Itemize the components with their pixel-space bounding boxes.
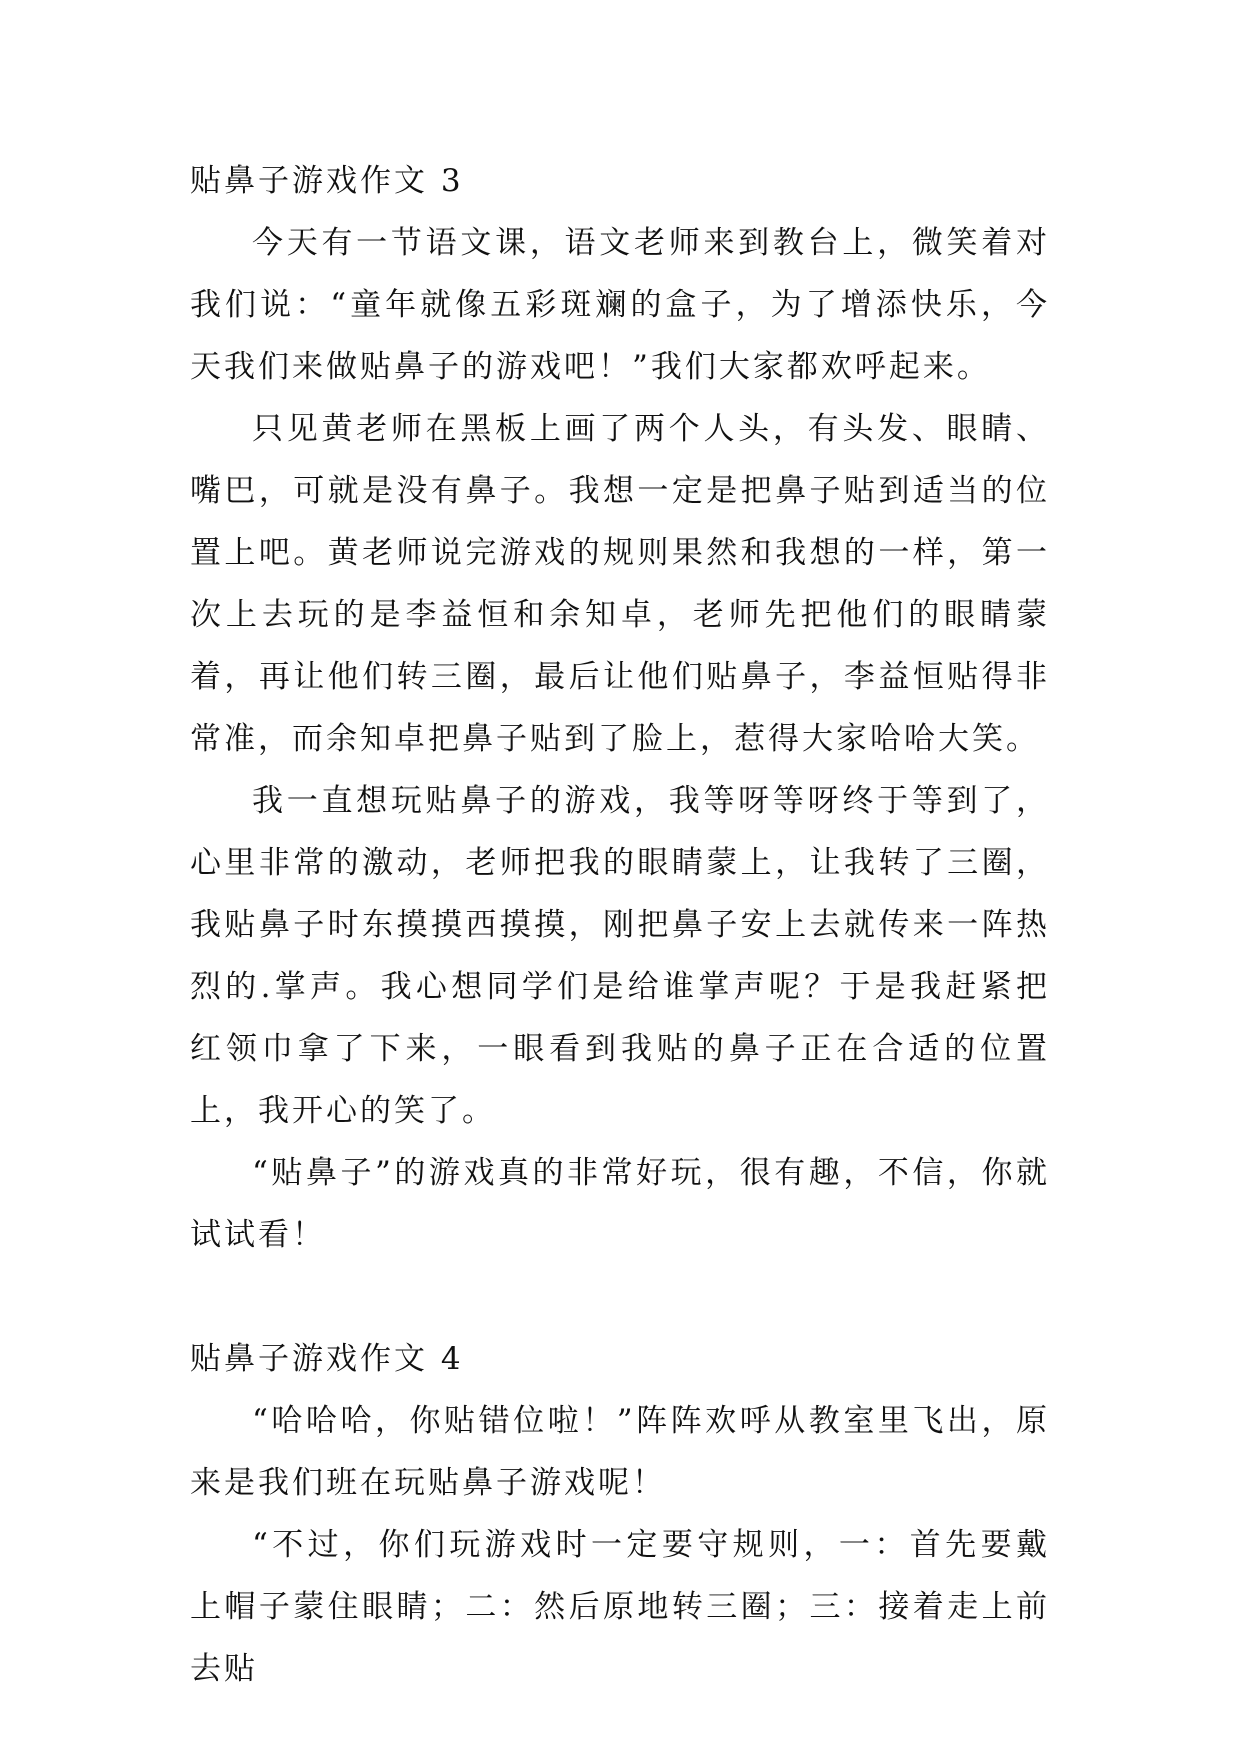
paragraph: 我一直想玩贴鼻子的游戏，我等呀等呀终于等到了，心里非常的激动，老师把我的眼睛蒙上，让我转了三圈，我贴鼻子时东摸摸西摸摸，刚把鼻子安上去就传来一阵热烈的.掌声。我心想同学们是给谁掌声呢？于是我赶紧把红领巾拿了下来，一眼看到我贴的鼻子正在合适的位置上，我开心的笑了。 — [190, 783, 1050, 1129]
paragraph: 只见黄老师在黑板上画了两个人头，有头发、眼睛、嘴巴，可就是没有鼻子。我想一定是把鼻子贴到适当的位置上吧。黄老师说完游戏的规则果然和我想的一样，第一次上去玩的是李益恒和余知卓，老师先把他们的眼睛蒙着，再让他们转三圈，最后让他们贴鼻子，李益恒贴得非常准，而余知卓把鼻子贴到了脸上，惹得大家哈哈大笑。 — [190, 411, 1050, 757]
section-title: 贴鼻子游戏作文 3 — [190, 163, 464, 199]
section-spacer — [190, 1266, 1050, 1328]
essay-section — [190, 1328, 1050, 1700]
paragraph: “贴鼻子”的游戏真的非常好玩，很有趣，不信，你就试试看！ — [190, 1155, 1050, 1253]
section-title: 贴鼻子游戏作文 4 — [190, 1341, 464, 1377]
paragraph: 今天有一节语文课，语文老师来到教台上，微笑着对我们说：“童年就像五彩斑斓的盒子，为了增添快乐，今天我们来做贴鼻子的游戏吧！”我们大家都欢呼起来。 — [190, 225, 1050, 385]
essay-section — [190, 150, 1050, 1266]
paragraph: “不过，你们玩游戏时一定要守规则，一：首先要戴上帽子蒙住眼睛；二：然后原地转三圈；三：接着走上前去贴 — [190, 1527, 1050, 1687]
paragraph: “哈哈哈，你贴错位啦！”阵阵欢呼从教室里飞出，原来是我们班在玩贴鼻子游戏呢！ — [190, 1403, 1050, 1501]
document-body — [190, 150, 1050, 1700]
